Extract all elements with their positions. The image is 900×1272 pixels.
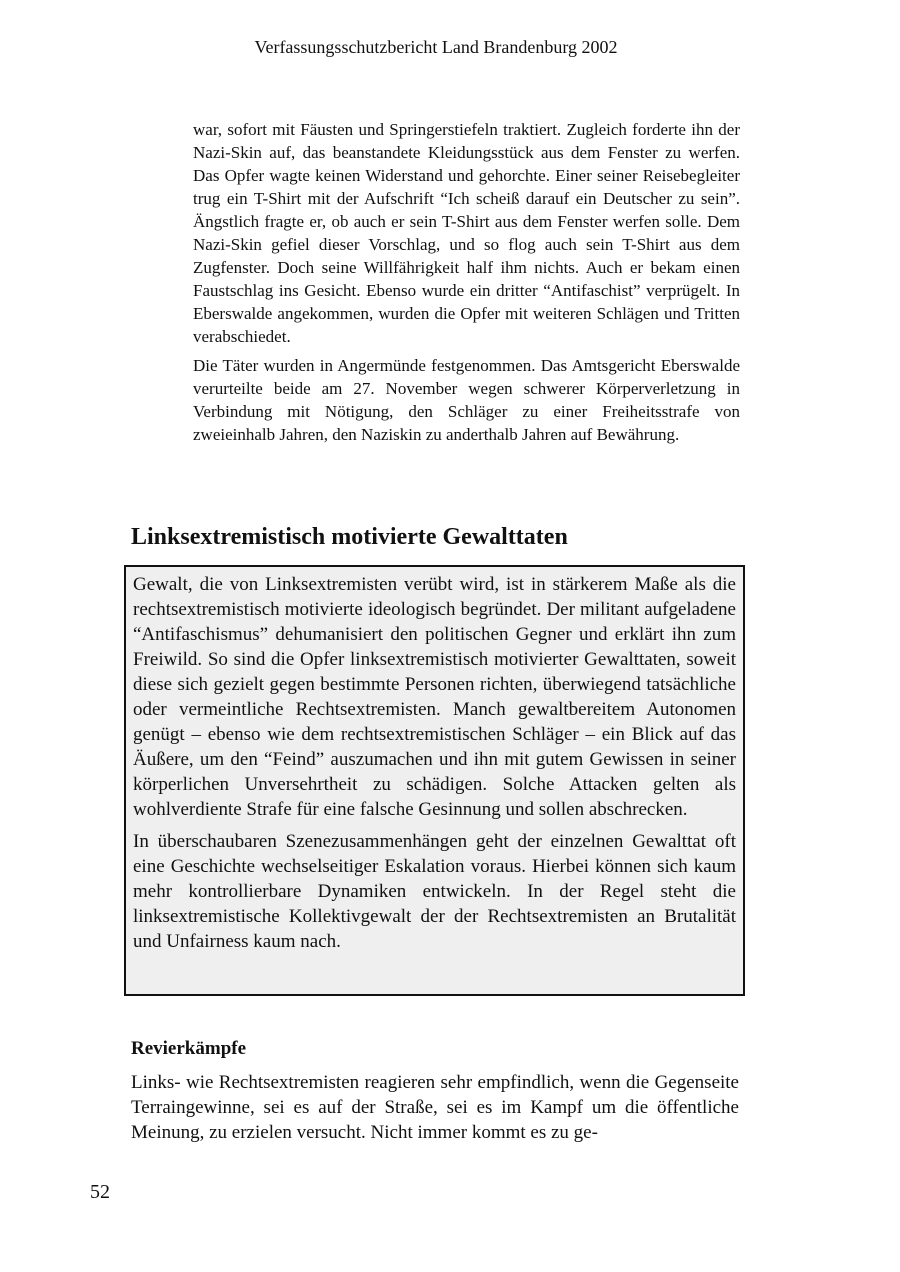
summary-paragraph-1: Gewalt, die von Linksextremisten verübt wird, ist in stärkerem Maße als die rechtsextremistisch motivierte ideologisch begründet. Der militant aufgeladene “Antifaschismus” dehumanisiert den politischen Gegner und erklärt ihn zum Freiwild. So sind die Opfer linksextremistisch motivierter Gewalttaten, soweit diese sich gezielt gegen bestimmte Personen richten, überwiegend tatsächliche oder vermeintliche Rechtsextremisten. Manch gewaltbereitem Autonomen genügt – ebenso wie dem rechtsextremistischen Schläger – ein Blick auf das Äußere, um den “Feind” auszumachen und ihn mit gutem Gewissen in seiner körperlichen Unversehrtheit zu schädigen. Solche Attacken gelten als wohlverdiente Strafe für eine falsche Gesinnung und sollen abschrecken. (133, 574, 736, 820)
subsection-heading: Revierkämpfe (131, 1038, 247, 1059)
case-report-block (193, 118, 740, 452)
case-report-paragraph-1: war, sofort mit Fäusten und Springerstiefeln traktiert. Zugleich forderte ihn der Nazi-Skin auf, das beanstandete Kleidungsstück aus dem Fenster zu werfen. Das Opfer wagte keinen Widerstand und gehorchte. Einer seiner Reisebegleiter trug ein T-Shirt mit der Aufschrift “Ich scheiß darauf ein Deutscher zu sein”. Ängstlich fragte er, ob auch er sein T-Shirt aus dem Fenster werfen solle. Dem Nazi-Skin gefiel dieser Vorschlag, und so flog auch sein T-Shirt aus dem Zugfenster. Doch seine Willfährigkeit half ihm nichts. Auch er bekam einen Faustschlag ins Gesicht. Ebenso wurde ein dritter “Antifaschist” verprügelt. In Eberswalde angekommen, wurden die Opfer mit weiteren Schlägen und Tritten verabschiedet. (193, 120, 740, 346)
section-heading: Linksextremistisch motivierte Gewalttaten (131, 524, 568, 550)
summary-paragraph-2: In überschaubaren Szenezusammenhängen geht der einzelnen Gewalttat oft eine Geschichte wechselseitiger Eskalation voraus. Hierbei können sich kaum mehr kontrollierbare Dynamiken entwickeln. In der Regel steht die linksextremistische Kollektivgewalt der der Rechtsextremisten an Brutalität und Unfairness kaum nach. (133, 831, 736, 952)
summary-box (124, 565, 745, 996)
case-report-paragraph-2: Die Täter wurden in Angermünde festgenommen. Das Amtsgericht Eberswalde verurteilte beide am 27. November wegen schwerer Körperverletzung in Verbindung mit Nötigung, den Schläger zu einer Freiheitsstrafe von zweieinhalb Jahren, den Naziskin zu anderthalb Jahren auf Bewährung. (193, 356, 740, 444)
running-header: Verfassungsschutzbericht Land Brandenburg 2002 (254, 37, 618, 57)
page-number: 52 (90, 1181, 110, 1203)
subsection-paragraph: Links- wie Rechtsextremisten reagieren sehr empfindlich, wenn die Gegenseite Terraingewinne, sei es auf der Straße, sei es im Kampf um die öffentliche Meinung, zu erzielen versucht. Nicht immer kommt es zu ge- (131, 1072, 739, 1143)
